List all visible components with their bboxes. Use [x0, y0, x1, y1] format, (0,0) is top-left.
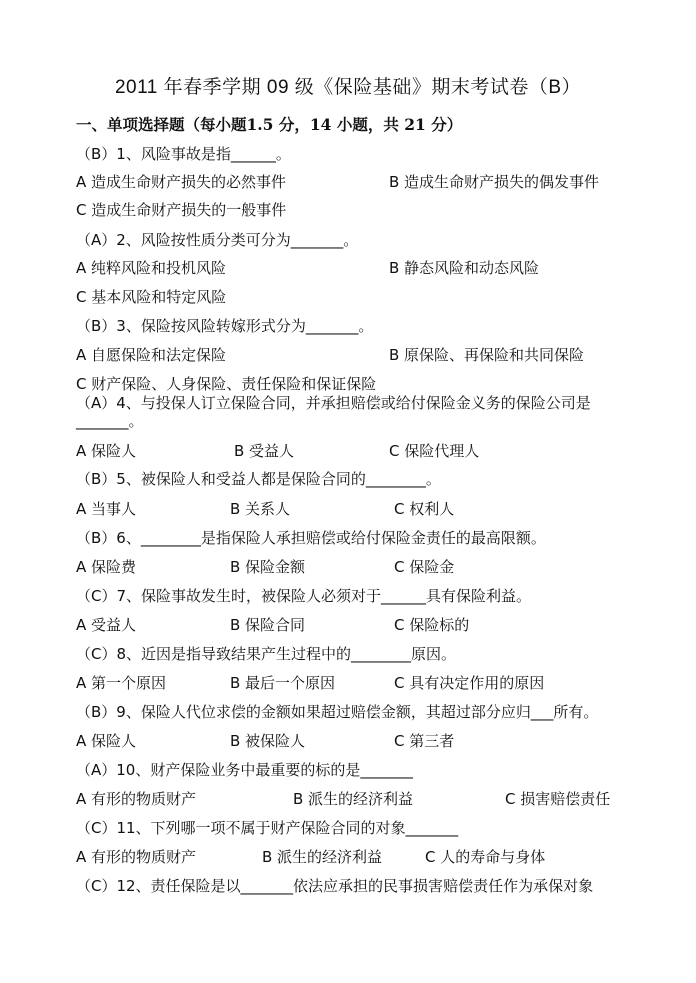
- exam-title: 2011 年春季学期 09 级《保险基础》期末考试卷（B）: [114, 77, 581, 98]
- option-b: B 保险合同: [230, 616, 306, 634]
- option-b: B 关系人: [230, 500, 291, 518]
- option-c: C 保险金: [394, 558, 455, 576]
- option-b: B 最后一个原因: [230, 674, 336, 692]
- question-stem: （B）6、________是指保险人承担赔偿或给付保险金责任的最高限额。: [76, 529, 546, 547]
- question-stem: （B）9、保险人代位求偿的金额如果超过赔偿金额，其超过部分应归___所有。: [76, 703, 599, 721]
- option-a: A 受益人: [76, 616, 137, 634]
- question-stem: （C）7、保险事故发生时，被保险人必须对于______具有保险利益。: [76, 587, 532, 605]
- option-b: B 受益人: [234, 442, 295, 460]
- option-b: B 派生的经济利益: [293, 790, 414, 808]
- option-c: C 第三者: [394, 732, 455, 750]
- option-c: C 造成生命财产损失的一般事件: [76, 201, 287, 219]
- option-c: C 人的寿命与身体: [425, 848, 546, 866]
- option-b: B 静态风险和动态风险: [389, 259, 540, 277]
- question-stem: （A）10、财产保险业务中最重要的标的是_______: [76, 761, 413, 779]
- option-a: A 保险人: [76, 442, 137, 460]
- option-c: C 权利人: [394, 500, 455, 518]
- option-a: A 保险费: [76, 558, 137, 576]
- option-b: B 原保险、再保险和共同保险: [389, 346, 585, 364]
- option-a: A 当事人: [76, 500, 137, 518]
- option-a: A 有形的物质财产: [76, 848, 197, 866]
- option-c: C 财产保险、人身保险、责任保险和保证保险: [76, 375, 377, 393]
- question-stem: （B）1、风险事故是指______。: [76, 145, 291, 163]
- option-a: A 有形的物质财产: [76, 790, 197, 808]
- option-a: A 自愿保险和法定保险: [76, 346, 227, 364]
- section-heading: 一、单项选择题（每小题1.5 分，14 小题，共 21 分）: [76, 115, 463, 134]
- option-c: C 基本风险和特定风险: [76, 288, 227, 306]
- option-a: A 纯粹风险和投机风险: [76, 259, 227, 277]
- option-b: B 派生的经济利益: [262, 848, 383, 866]
- option-a: A 造成生命财产损失的必然事件: [76, 173, 287, 191]
- question-stem: （A）2、风险按性质分类可分为_______。: [76, 231, 359, 249]
- option-c: C 保险标的: [394, 616, 470, 634]
- option-c: C 保险代理人: [389, 442, 480, 460]
- question-stem: （C）11、下列哪一项不属于财产保险合同的对象_______: [76, 819, 459, 837]
- question-stem: （C）12、责任保险是以_______依法应承担的民事损害赔偿责任作为承保对象: [76, 877, 594, 895]
- question-stem: （A）4、与投保人订立保险合同，并承担赔偿或给付保险金义务的保险公司是_______。: [76, 394, 591, 430]
- option-b: B 保险金额: [230, 558, 306, 576]
- option-c: C 损害赔偿责任: [505, 790, 611, 808]
- option-b: B 造成生命财产损失的偶发事件: [389, 173, 600, 191]
- question-stem: （B）5、被保险人和受益人都是保险合同的________。: [76, 470, 441, 488]
- question-stem: （C）8、近因是指导致结果产生过程中的________原因。: [76, 645, 457, 663]
- option-a: A 第一个原因: [76, 674, 167, 692]
- question-stem: （B）3、保险按风险转嫁形式分为_______。: [76, 317, 374, 335]
- option-b: B 被保险人: [230, 732, 306, 750]
- option-c: C 具有决定作用的原因: [394, 674, 545, 692]
- option-a: A 保险人: [76, 732, 137, 750]
